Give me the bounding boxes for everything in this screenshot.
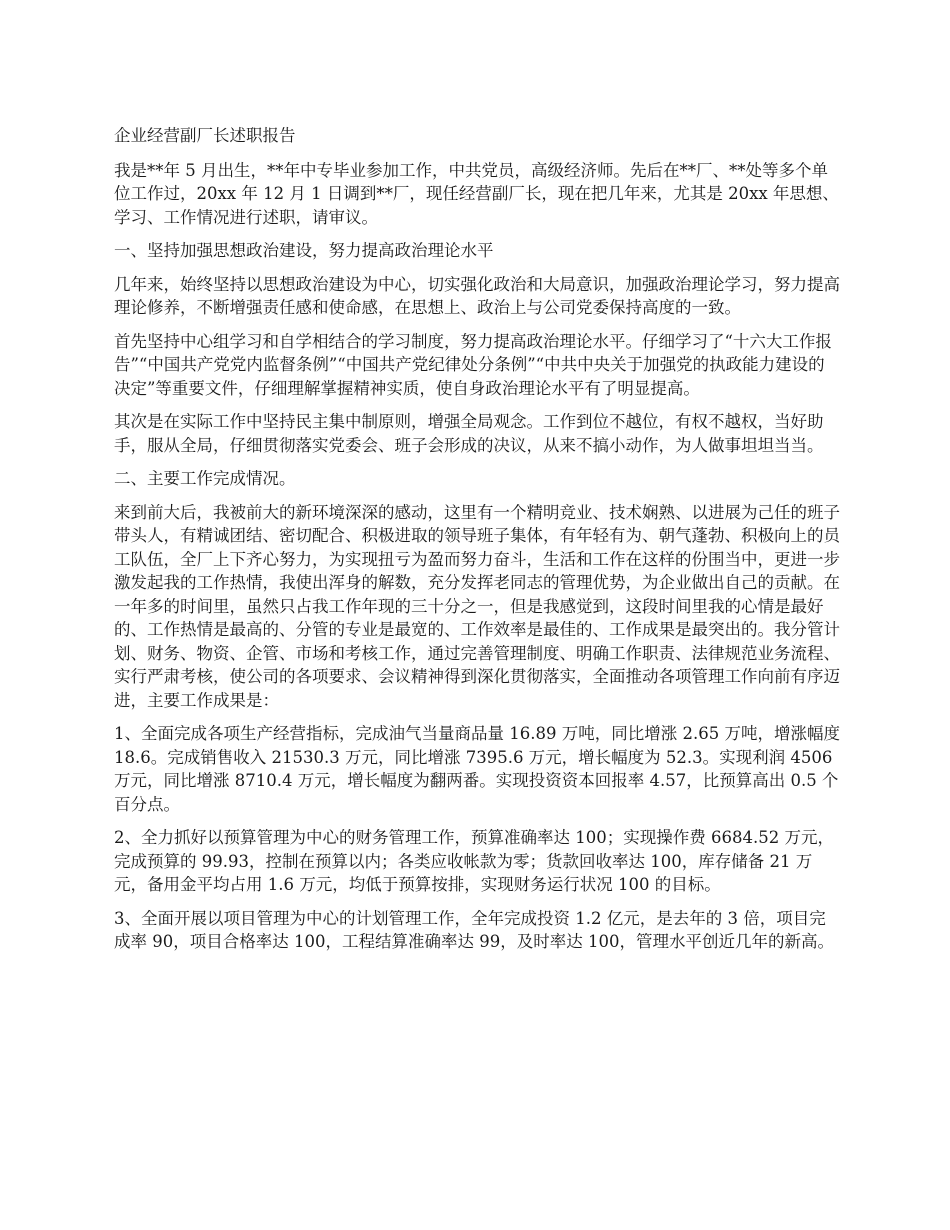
list-item-1: 1、全面完成各项生产经营指标，完成油气当量商品量 16.89 万吨，同比增涨 2.65 万吨，增涨幅度 18.6。完成销售收入 21530.3 万元，同比增涨 7395.6 万元，增长幅度为 52.3。实现利润 4506 万元，同比增涨 8710.4 万元，增长幅度为翻两番。实现投资资本回报率 4.57，比预算高出 0.5 个百分点。 [114, 724, 840, 814]
list-item-2: 2、全力抓好以预算管理为中心的财务管理工作，预算准确率达 100；实现操作费 6684.52 万元，完成预算的 99.93，控制在预算以内；各类应收帐款为零；货款回收率达 100，库存储备 21 万元，备用金平均占用 1.6 万元，均低于预算按排，实现财务运行状况 100 的目标。 [114, 828, 834, 894]
paragraph: 其次是在实际工作中坚持民主集中制原则，增强全局观念。工作到位不越位，有权不越权，当好助手，服从全局，仔细贯彻落实党委会、班子会形成的决议，从来不搞小动作，为人做事坦坦当当。 [114, 412, 824, 455]
paragraph-intro: 我是**年 5 月出生，**年中专毕业参加工作，中共党员，高级经济师。先后在**厂、**处等多个单位工作过，20xx 年 12 月 1 日调到**厂，现任经营副厂长，现在把几年来，尤其是 20xx 年思想、学习、工作情况进行述职，请审议。 [114, 160, 839, 227]
paragraph: 首先坚持中心组学习和自学相结合的学习制度，努力提高政治理论水平。仔细学习了“十六大工作报告”“中国共产党党内监督条例”“中国共产党纪律处分条例”“中共中央关于加强党的执政能力建设的决定”等重要文件，仔细理解掌握精神实质，使自身政治理论水平有了明显提高。 [114, 331, 832, 398]
list-item-3: 3、全面开展以项目管理为中心的计划管理工作，全年完成投资 1.2 亿元，是去年的 3 倍，项目完成率 90，项目合格率达 100，工程结算准确率达 99，及时率达 100，管理水平创近几年的新高。 [114, 908, 834, 951]
paragraph: 来到前大后，我被前大的新环境深深的感动，这里有一个精明竞业、技术娴熟、以进展为己任的班子带头人，有精诚团结、密切配合、积极进取的领导班子集体，有年轻有为、朝气蓬勃、积极向上的员工队伍，全厂上下齐心努力，为实现扭亏为盈而努力奋斗，生活和工作在这样的份围当中，更进一步激发起我的工作热情，我使出浑身的解数，充分发挥老同志的管理优势，为企业做出自己的贡献。在一年多的时间里，虽然只占我工作年现的三十分之一，但是我感觉到，这段时间里我的心情是最好的、工作热情是最高的、分管的专业是最宽的、工作效率是最佳的、工作成果是最突出的。我分管计划、财务、物资、企管、市场和考核工作，通过完善管理制度、明确工作职责、法律规范业务流程、实行严肃考核，使公司的各项要求、会议精神得到深化贯彻落实，全面推动各项管理工作向前有序迈进，主要工作成果是： [114, 502, 840, 710]
document-page [114, 124, 840, 964]
section-heading-1: 一、坚持加强思想政治建设，努力提高政治理论水平 [114, 241, 494, 260]
paragraph: 几年来，始终坚持以思想政治建设为中心，切实强化政治和大局意识，加强政治理论学习，努力提高理论修养，不断增强责任感和使命感，在思想上、政治上与公司党委保持高度的一致。 [114, 274, 840, 317]
document-title: 企业经营副厂长述职报告 [114, 126, 296, 145]
section-heading-2: 二、主要工作完成情况。 [114, 469, 296, 488]
